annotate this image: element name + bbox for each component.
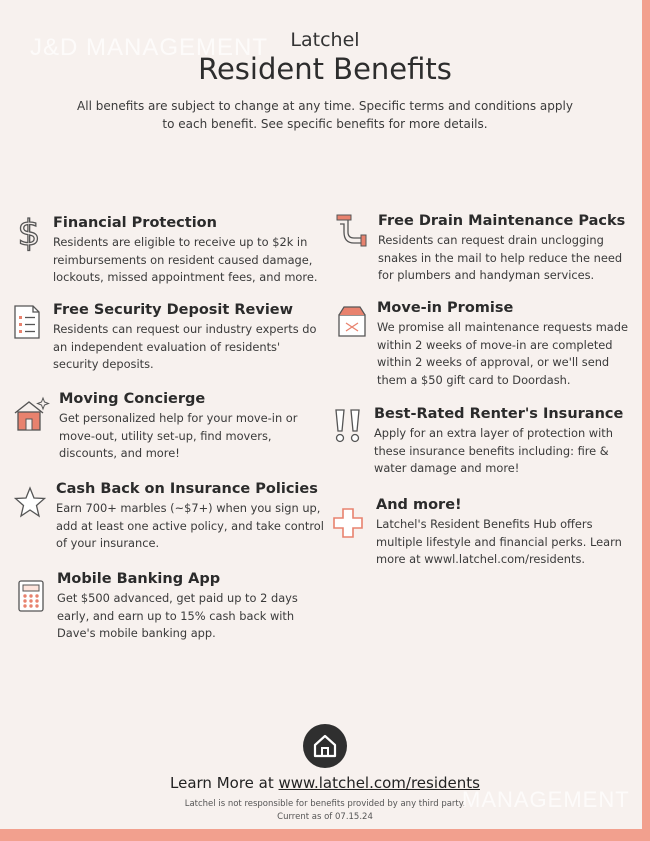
learn-more-label: Learn More at: [170, 774, 279, 792]
plus-icon: [332, 507, 364, 539]
watermark-top: J&D MANAGEMENT: [30, 34, 269, 61]
disclaimer-text: Latchel is not responsible for benefits provided by any third party.: [184, 799, 466, 809]
benefit-description: Residents are eligible to receive up to $2k in reimbursements on resident caused damage, lockouts, missed appointment fees, and more.: [53, 235, 318, 284]
benefit-mobile-banking-app: [57, 571, 327, 643]
current-date-text: Current as of 07.15.24: [277, 812, 373, 822]
benefit-description: Get personalized help for your move-in or move-out, utility set-up, find movers, discounts, and more!: [59, 411, 298, 460]
exclamation-icon: [332, 408, 364, 444]
box-icon: [335, 303, 369, 339]
calculator-icon: [17, 579, 45, 613]
benefit-title: Best-Rated Renter's Insurance: [374, 406, 624, 422]
benefit-cash-back-insurance: [56, 481, 331, 553]
svg-text:$: $: [17, 214, 41, 252]
dollar-icon: [13, 214, 45, 252]
benefit-moving-concierge: [59, 391, 329, 463]
star-icon: [14, 486, 46, 518]
benefit-title: Free Drain Maintenance Packs: [378, 213, 626, 229]
house-sparkle-icon: [12, 396, 50, 434]
benefit-financial-protection: [53, 215, 328, 287]
benefit-title: Cash Back on Insurance Policies: [56, 481, 318, 497]
page-title: Resident Benefits: [198, 52, 452, 86]
benefit-title: Financial Protection: [53, 215, 217, 231]
benefit-description: We promise all maintenance requests made within 2 weeks of move-in are completed within 2 weeks of approval, or we'll send them a $50 gift card to Doordash.: [377, 320, 629, 387]
benefit-security-deposit-review: [53, 302, 328, 374]
benefit-description: Earn 700+ marbles (~$7+) when you sign up, add at least one active policy, and take control of your insurance.: [56, 501, 324, 550]
watermark-bottom: MANAGEMENT: [462, 787, 630, 812]
benefit-description: Apply for an extra layer of protection with these insurance benefits including: fire & water damage and more!: [374, 426, 613, 475]
pipe-icon: [334, 212, 368, 252]
residents-link[interactable]: www.latchel.com/residents: [278, 774, 480, 792]
benefit-move-in-promise: [377, 300, 639, 389]
document-checklist-icon: [12, 304, 42, 340]
latchel-logo-icon: [303, 724, 347, 768]
benefit-title: Moving Concierge: [59, 391, 206, 407]
page-subtitle: All benefits are subject to change at any time. Specific terms and conditions apply to each benefit. See specific benefits for more details.: [77, 99, 573, 131]
benefit-description: Latchel's Resident Benefits Hub offers multiple lifestyle and financial perks. Learn more at wwwl.latchel.com/residents.: [376, 517, 622, 566]
benefit-title: And more!: [376, 497, 462, 513]
benefit-title: Mobile Banking App: [57, 571, 221, 587]
benefit-title: Move-in Promise: [377, 300, 514, 316]
benefit-title: Free Security Deposit Review: [53, 302, 294, 318]
benefit-drain-maintenance: [378, 213, 640, 285]
benefit-and-more: [376, 497, 640, 569]
benefit-description: Residents can request drain unclogging snakes in the mail to help reduce the need for plumbers and handyman services.: [378, 233, 623, 282]
benefit-description: Get $500 advanced, get paid up to 2 days early, and earn up to 15% cash back with Dave's mobile banking app.: [57, 591, 298, 640]
benefit-description: Residents can request our industry experts do an independent evaluation of residents' security deposits.: [53, 322, 317, 371]
benefit-renters-insurance: [374, 406, 639, 478]
brand-name: Latchel: [290, 29, 360, 51]
page-border-right: [642, 0, 650, 841]
page-border-bottom: [0, 829, 650, 841]
